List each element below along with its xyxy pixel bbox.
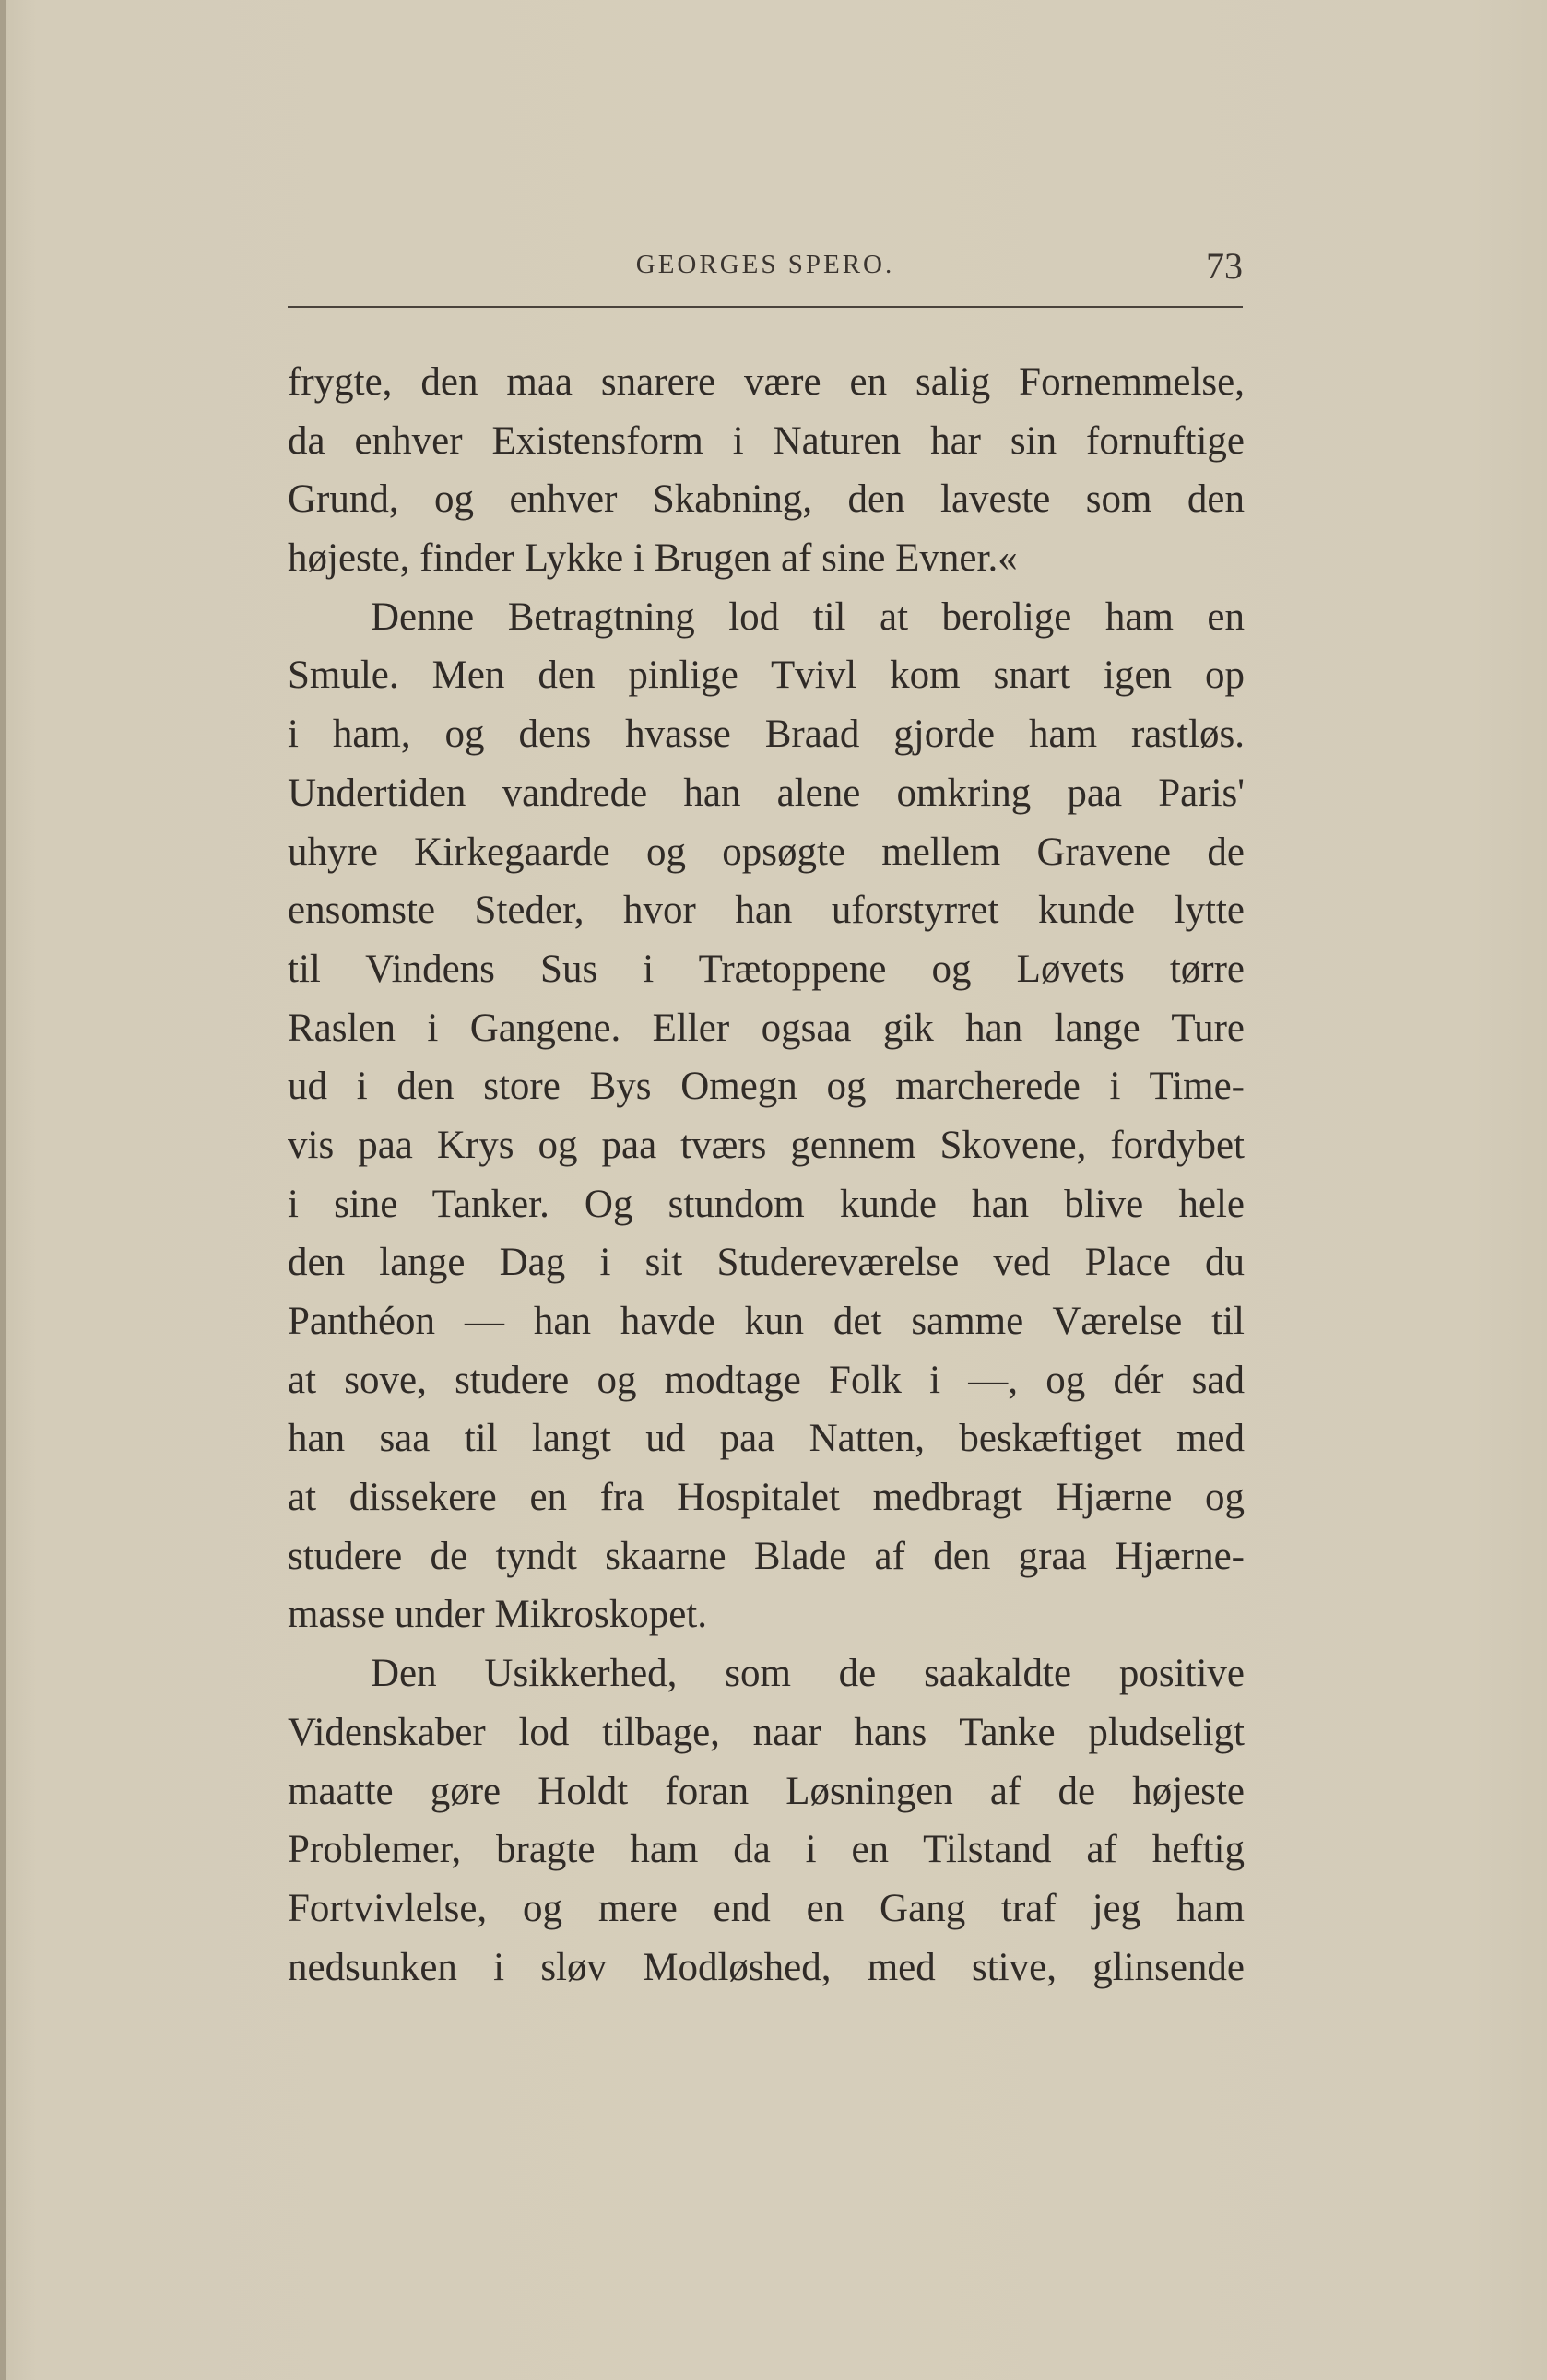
text-line: Raslen i Gangene. Eller ogsaa gik han lange Ture — [288, 1006, 1245, 1050]
text-line: Fortvivlelse, og mere end en Gang traf jeg ham — [288, 1886, 1245, 1930]
page-number: 73 — [1206, 245, 1243, 287]
text-line: i sine Tanker. Og stundom kunde han blive hele — [288, 1182, 1245, 1226]
text-line: maatte gøre Holdt foran Løsningen af de højeste — [288, 1769, 1245, 1813]
text-line: Panthéon — han havde kun det samme Værelse til — [288, 1300, 1245, 1343]
text-line: Denne Betragtning lod til at berolige ham en — [371, 595, 1245, 639]
header-rule — [288, 306, 1243, 308]
text-line: Videnskaber lod tilbage, naar hans Tanke pludseligt — [288, 1710, 1245, 1754]
text-line: Undertiden vandrede han alene omkring paa Paris' — [288, 771, 1245, 815]
text-line: ensomste Steder, hvor han uforstyrret kunde lytte — [288, 889, 1245, 933]
text-line: Problemer, bragte ham da i en Tilstand af heftig — [288, 1828, 1245, 1872]
text-line: i ham, og dens hvasse Braad gjorde ham rastløs. — [288, 713, 1245, 757]
page-spine-edge — [0, 0, 6, 2380]
body-text — [288, 353, 1245, 1997]
text-line: vis paa Krys og paa tværs gennem Skovene, fordybet — [288, 1123, 1245, 1167]
text-line: Den Usikkerhed, som de saakaldte positive — [371, 1652, 1245, 1696]
text-line: at dissekere en fra Hospitalet medbragt Hjærne og — [288, 1476, 1245, 1520]
text-line: uhyre Kirkegaarde og opsøgte mellem Gravene de — [288, 830, 1245, 874]
text-line: højeste, finder Lykke i Brugen af sine Evner.« — [288, 536, 1018, 581]
text-line: han saa til langt ud paa Natten, beskæftiget med — [288, 1417, 1245, 1461]
running-title: GEORGES SPERO. — [635, 250, 895, 279]
text-line: Grund, og enhver Skabning, den laveste som den — [288, 477, 1245, 522]
text-line: nedsunken i sløv Modløshed, med stive, glinsende — [288, 1945, 1245, 1989]
text-line: da enhver Existensform i Naturen har sin fornuftige — [288, 418, 1245, 463]
text-line: den lange Dag i sit Studereværelse ved Place du — [288, 1241, 1245, 1285]
text-line: til Vindens Sus i Trætoppene og Løvets tørre — [288, 947, 1245, 991]
text-line: ud i den store Bys Omegn og marcherede i Time- — [288, 1065, 1245, 1109]
text-line: at sove, studere og modtage Folk i —, og dér sad — [288, 1358, 1245, 1402]
running-head — [288, 244, 1243, 300]
text-line: frygte, den maa snarere være en salig Fornemmelse, — [288, 360, 1245, 404]
text-line: masse under Mikroskopet. — [288, 1593, 708, 1637]
text-line: studere de tyndt skaarne Blade af den graa Hjærne- — [288, 1534, 1245, 1578]
text-line: Smule. Men den pinlige Tvivl kom snart igen op — [288, 654, 1245, 698]
